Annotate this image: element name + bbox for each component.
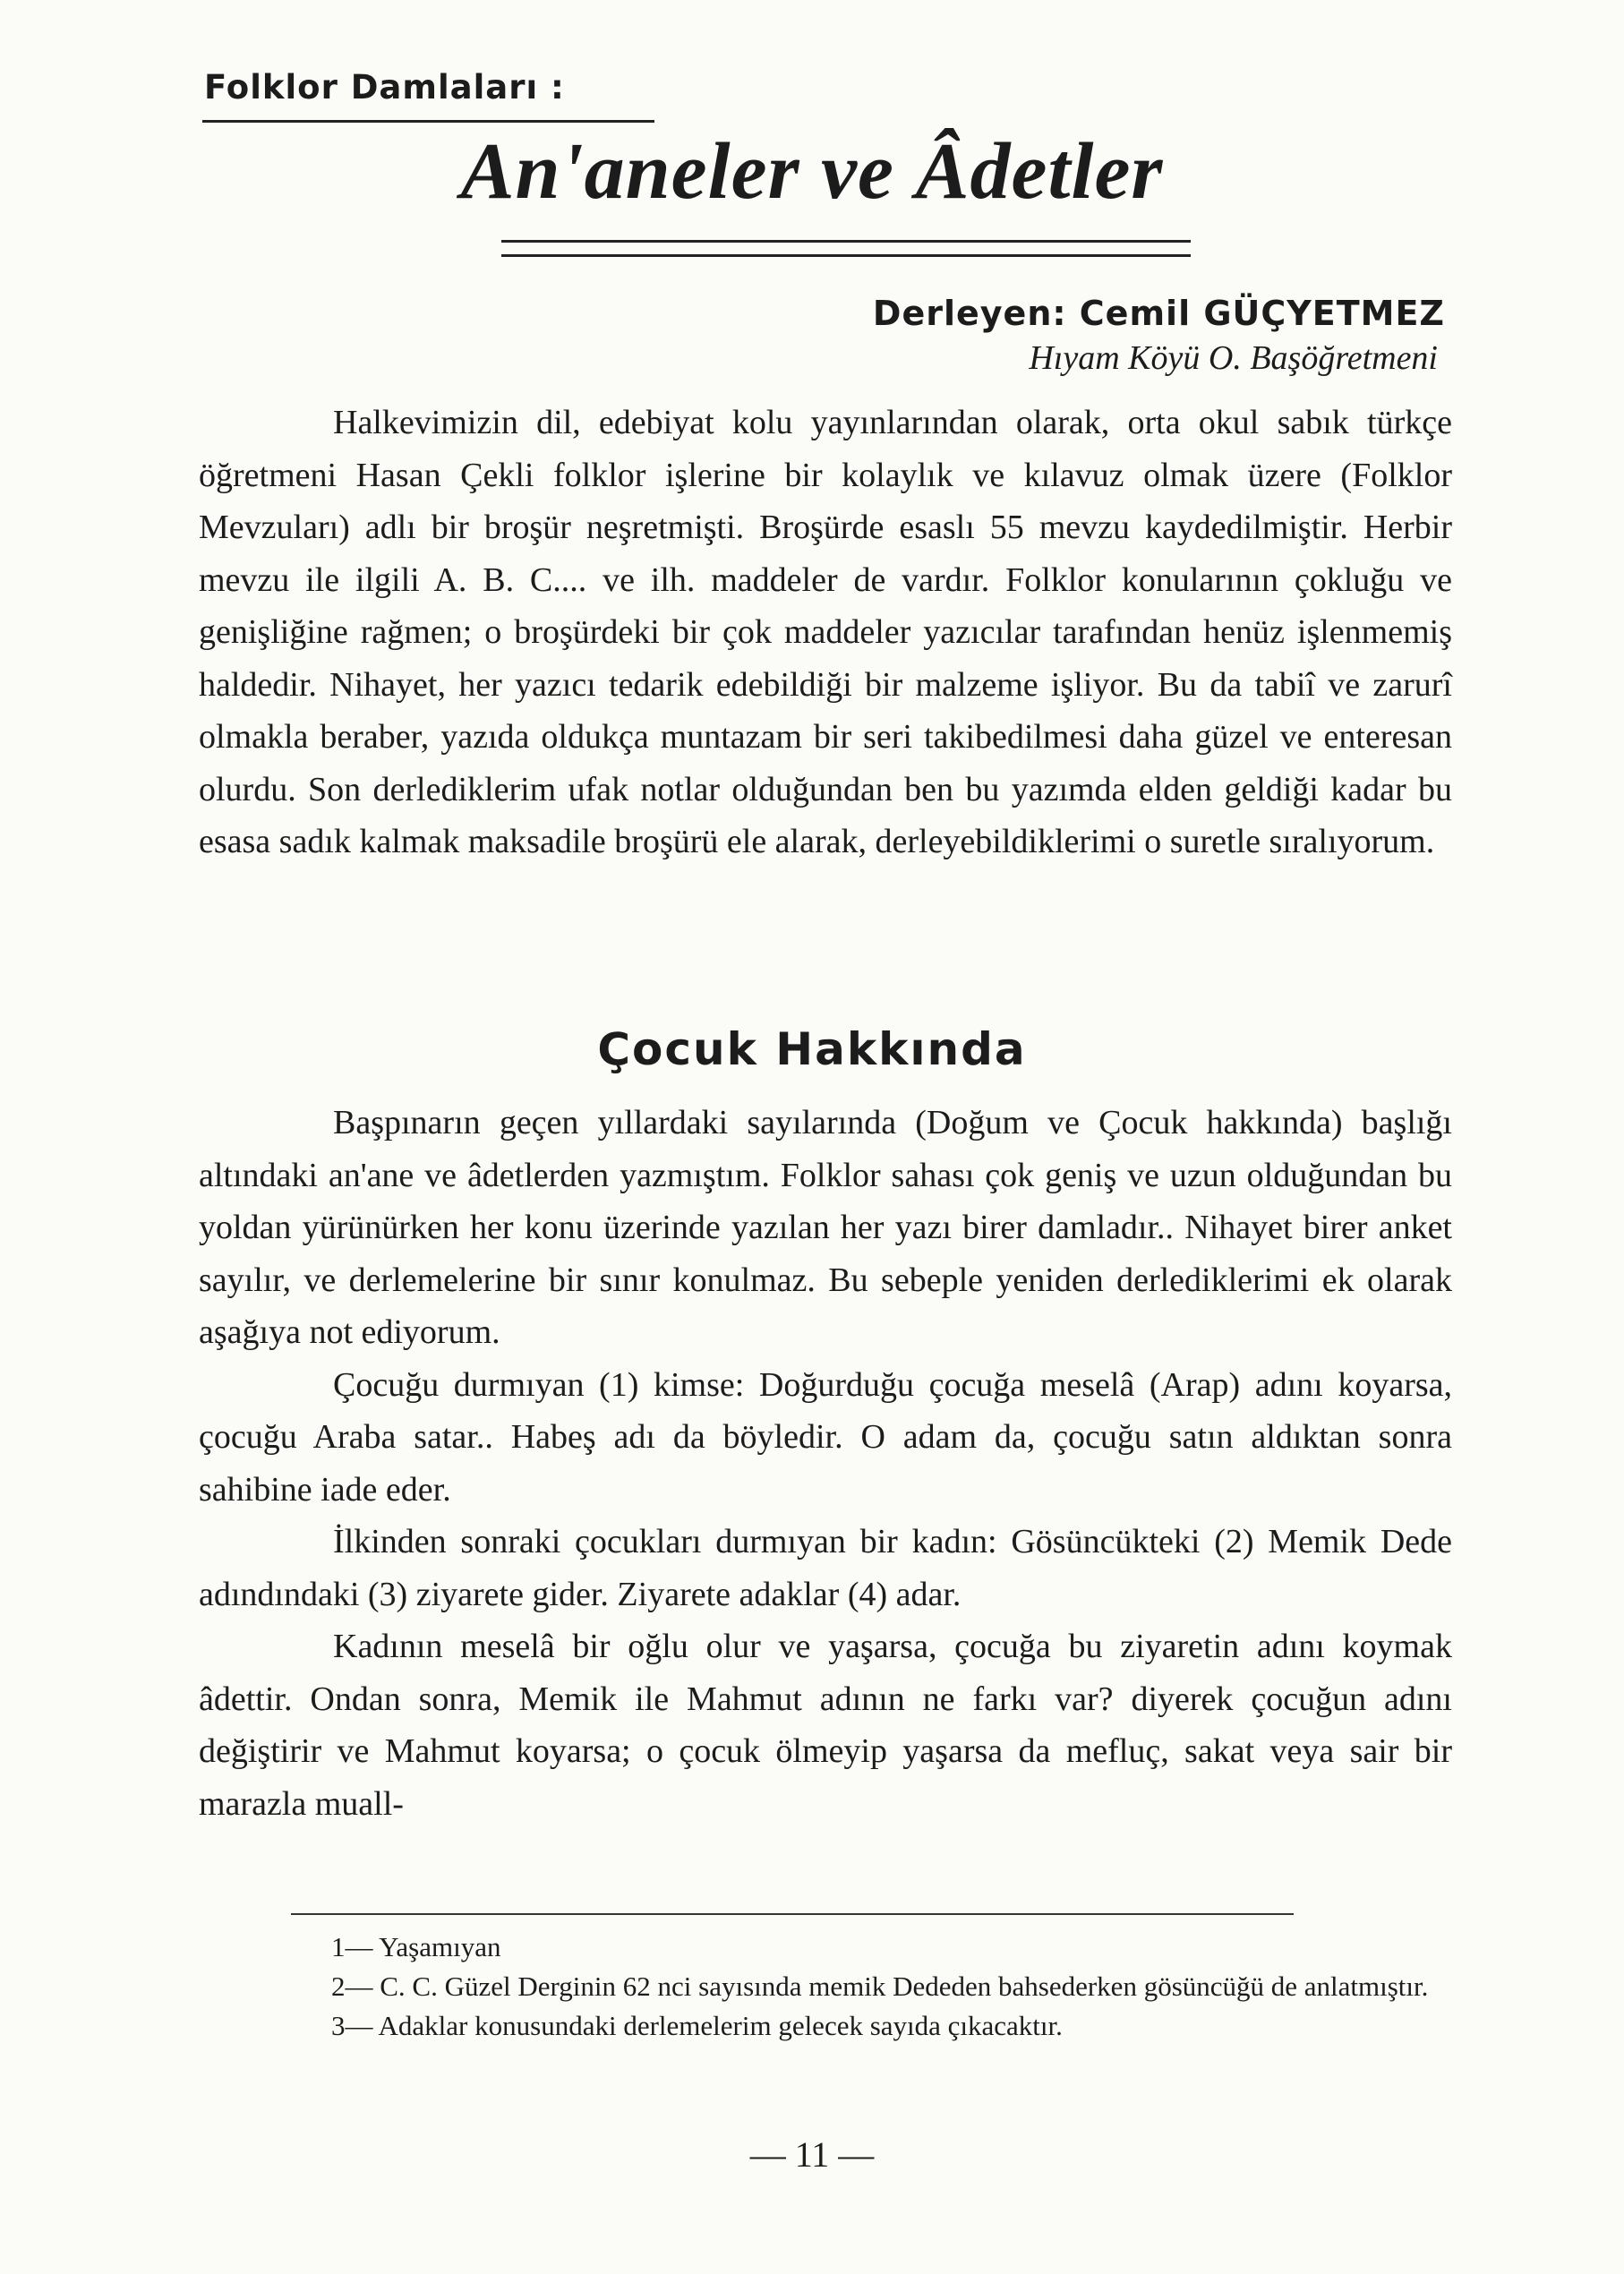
footnote-1: 1— Yaşamıyan xyxy=(331,1931,501,1962)
section-heading: Çocuk Hakkında xyxy=(597,1023,1027,1075)
title-rule-top xyxy=(501,240,1191,243)
compiler-byline: Derleyen: Cemil GÜÇYETMEZ xyxy=(872,294,1445,333)
body-paragraph: Başpınarın geçen yıllardaki sayılarında (Doğum ve Çocuk hakkında) başlığı altındaki an'ane ve âdetlerden yazmıştım. Folklor sahası çok geniş ve uzun olduğundan bu yoldan yürünürken her konu üzerinde yazılan her yazı birer damladır.. Nihayet birer anket sayılır, ve derlemelerine bir sınır konulmaz. Bu sebeple yeniden derlediklerimi ek olarak aşağıya not ediyorum. xyxy=(199,1104,1452,1351)
footnote-3: 3— Adaklar konusundaki derlemelerim gelecek sayıda çıkacaktır. xyxy=(331,2010,1063,2041)
body-paragraph: Çocuğu durmıyan (1) kimse: Doğurduğu çocuğa meselâ (Arap) adını koyarsa, çocuğu Araba satar.. Habeş adı da böyledir. O adam da, çocuğu satın aldıktan sonra sahibine iade eder. xyxy=(199,1365,1452,1509)
section-body xyxy=(199,1097,1452,1830)
series-label: Folklor Damlaları : xyxy=(204,68,565,107)
series-underline xyxy=(202,120,654,123)
article-title: An'aneler ve Âdetler xyxy=(460,127,1164,216)
footnote-2: 2— C. C. Güzel Derginin 62 nci sayısında memik Dededen bahsederken gösüncüğü de anlatmıştır. xyxy=(331,1971,1429,2002)
body-paragraph: İlkinden sonraki çocukları durmıyan bir kadın: Gösüncüktеki (2) Memik Dede adındındaki (3) ziyarete gider. Ziyarete adaklar (4) adar. xyxy=(199,1523,1452,1613)
page-number: — 11 — xyxy=(749,2134,875,2175)
footnote-separator xyxy=(291,1913,1294,1915)
intro-paragraph: Halkevimizin dil, edebiyat kolu yayınlarından olarak, orta okul sabık türkçe öğretmeni Hasan Çekli folklor işlerine bir kolaylık ve kılavuz olmak üzere (Folklor Mevzuları) adlı bir broşür neşretmişti. Broşürde esaslı 55 mevzu kaydedilmiştir. Herbir mevzu ile ilgili A. B. C.... ve ilh. maddeler de vardır. Folklor konularının çokluğu ve genişliğine rağmen; o broşürdeki bir çok maddeler yazıcılar tarafından henüz işlenmemiş haldedir. Nihayet, her yazıcı tedarik edebildiği bir malzeme işliyor. Bu da tabiî ve zarurî olmakla beraber, yazıda oldukça muntazam bir seri takibedilmesi daha güzel ve enteresan olurdu. Son derlediklerim ufak notlar olduğundan ben bu yazımda elden geldiği kadar bu esasa sadık kalmak maksadile broşürü ele alarak, derleyebildiklerimi o suretle sıralıyorum. xyxy=(199,404,1452,860)
title-rule-bottom xyxy=(501,254,1191,257)
footnote-list xyxy=(199,1928,1452,2046)
body-paragraph: Kadının meselâ bir oğlu olur ve yaşarsa, çocuğa bu ziyaretin adını koymak âdettir. Ondan sonra, Memik ile Mahmut adının ne farkı var? diyerek çocuğun adını değiştirir ve Mahmut koyarsa; o çocuk ölmeyip yaşarsa da mefluç, sakat veya sair bir marazla muall- xyxy=(199,1628,1452,1823)
compiler-affiliation: Hıyam Köyü O. Başöğretmeni xyxy=(1029,339,1438,377)
